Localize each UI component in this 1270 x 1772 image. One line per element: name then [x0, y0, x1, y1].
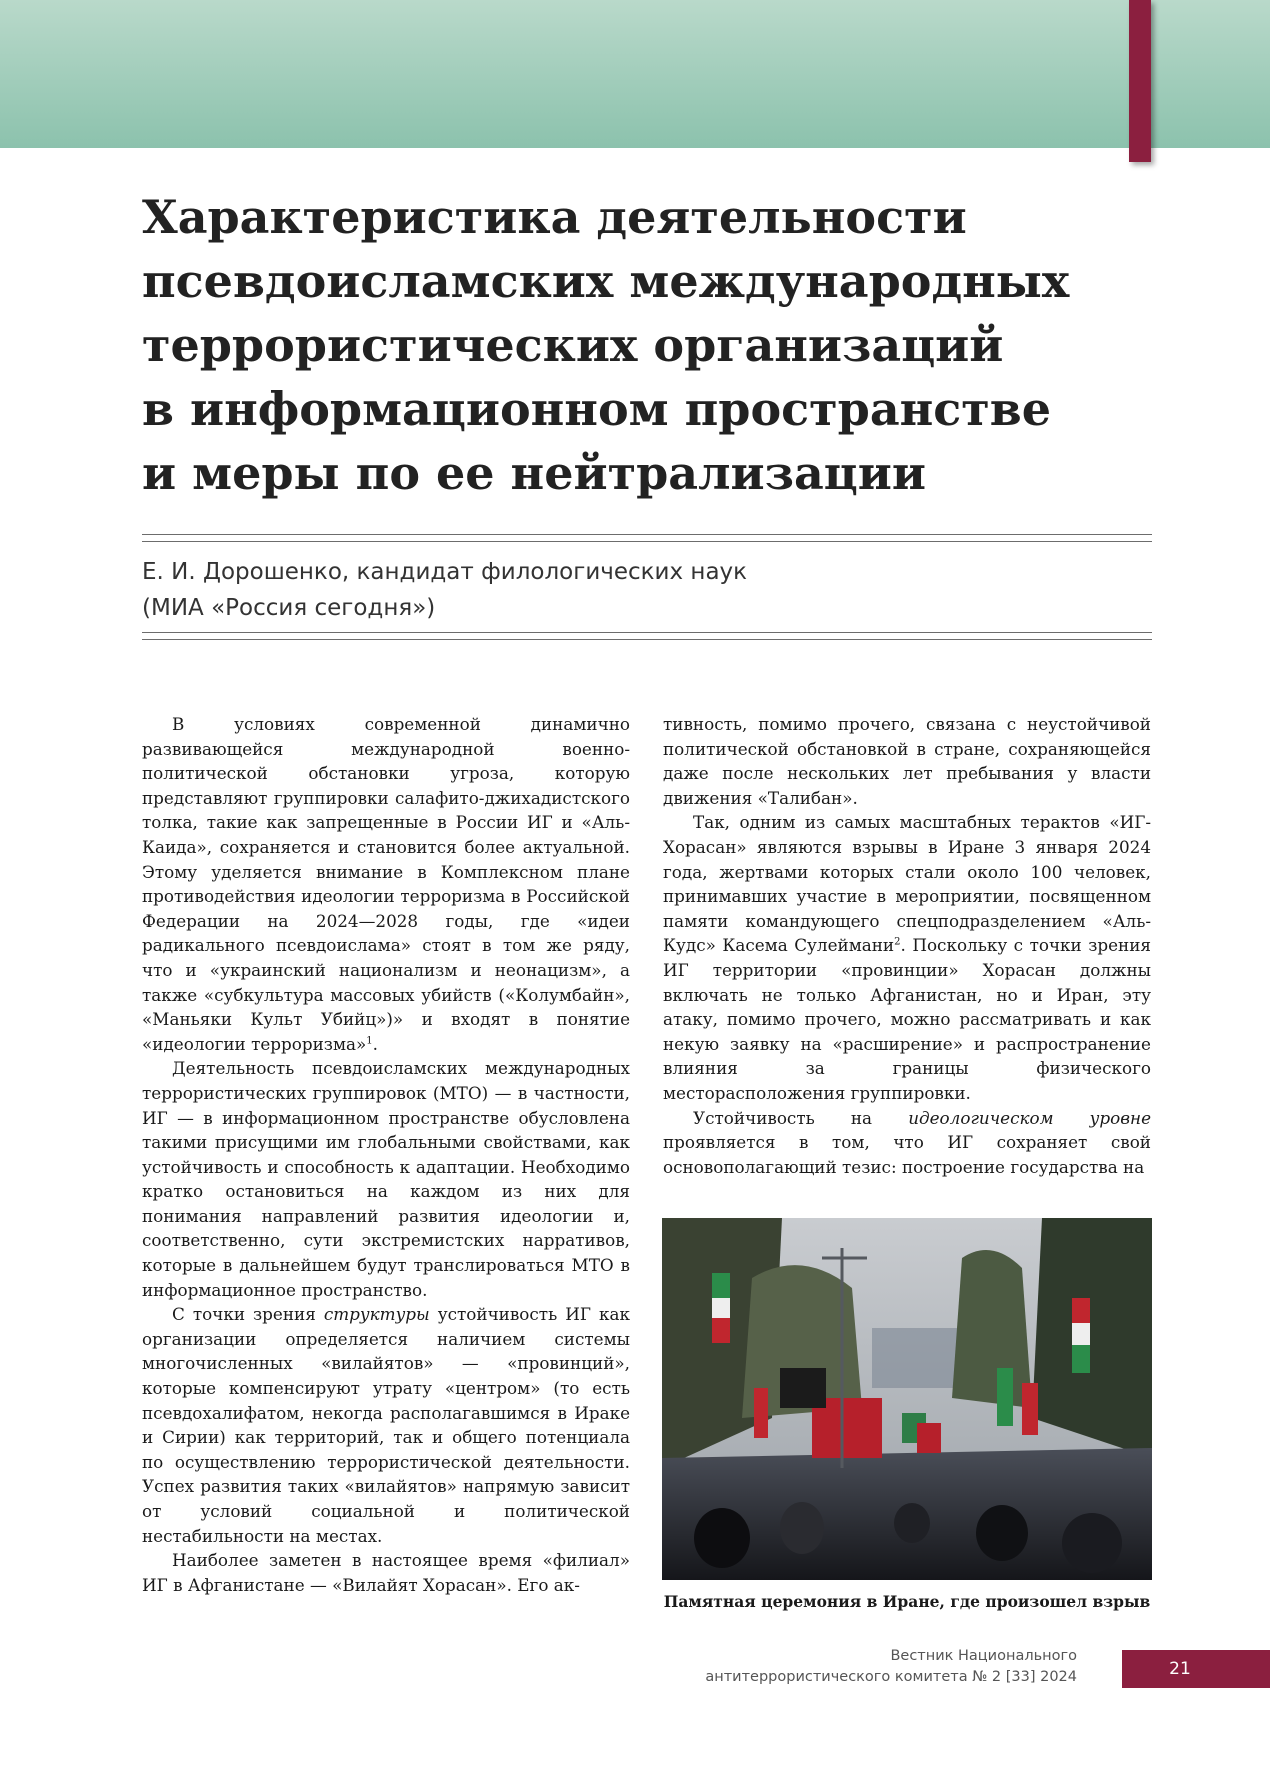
ceremony-photo [662, 1218, 1152, 1580]
title-line: псевдоисламских международных [142, 254, 1070, 308]
body-column-right [663, 712, 1151, 1179]
paragraph: Наиболее заметен в настоящее время «филиал» ИГ в Афганистане — «Вилайят Хорасан». Его ак- [142, 1550, 630, 1595]
title-line: Характеристика деятельности [142, 190, 967, 244]
paragraph: Деятельность псевдоисламских международных террористических группировок (МТО) — в частности, ИГ — в информационном пространстве обусловлена такими присущими им глобальными свойствами, как устойчивость и способность к адаптации. Необходимо кратко остановиться на каждом из них для понимания направлений развития идеологии и, соответственно, сути экстремистских нарративов, которые в дальнейшем будут транслироваться МТО в информационное пространство. [142, 1058, 630, 1300]
body-column-left [142, 712, 630, 1597]
emphasis: идеологическом уровне [908, 1107, 1152, 1128]
article-title [142, 185, 1142, 505]
journal-line: Вестник Национального [890, 1648, 1077, 1664]
emphasis: структуры [323, 1304, 430, 1325]
title-line: террористических организаций [142, 318, 1004, 372]
paragraph: Так, одним из самых масштабных терактов «ИГ-Хорасан» являются взрывы в Иране 3 января 2024 года, жертвами которых стали около 100 человек, принимавших участие в мероприятии, посвященном памяти командующего спецподразделением «Аль-Кудс» Касема Сулеймани$^2$. Поскольку с точки зрения ИГ территории «провинции» Хорасан должны включать не только Афганистан, но и Иран, эту атаку, помимо прочего, можно рассматривать и как некую заявку на «расширение» и распространение влияния за границы физического месторасположения группировки. [663, 812, 1151, 1103]
journal-line: антитеррористического комитета № 2 [33] 2024 [705, 1669, 1077, 1685]
author-block [142, 554, 1142, 626]
paragraph: В условиях современной динамично развивающейся международной военно-политической обстановки угроза, которую представляют группировки салафито-джихадистского толка, такие как запрещенные в России ИГ и «Аль-Каида», сохраняется и становится более актуальной. Этому уделяется внимание в Комплексном плане противодействия идеологии терроризма в Российской Федерации на 2024—2028 годы, где «идеи радикального псевдоислама» стоят в том же ряду, что и «украинский национализм и неонацизм», а также «субкультура массовых убийств («Колумбайн», «Маньяки Культ Убийц»)» и входят в понятие «идеологии терроризма»$^1$. [142, 714, 630, 1054]
author-rule-bottom [142, 632, 1152, 640]
author-rule-top [142, 534, 1152, 542]
header-accent-tab [1129, 0, 1151, 162]
header-band [0, 0, 1270, 148]
page-number: 21 [1169, 1659, 1191, 1679]
footnote-ref[interactable]: 2 [894, 936, 901, 948]
author-affiliation: (МИА «Россия сегодня») [142, 595, 436, 621]
author-name: Е. И. Дорошенко, кандидат филологических наук [142, 559, 748, 585]
paragraph: С точки зрения структуры устойчивость ИГ как организации определяется наличием системы многочисленных «вилайятов» — «провинций», которые компенсируют утрату «центром» (то есть псевдохалифатом, некогда располагавшимся в Ираке и Сирии) как территорий, так и общего потенциала по осуществлению террористической деятельности. Успех развития таких «вилайятов» напрямую зависит от условий социальной и политической нестабильности на местах. [142, 1304, 630, 1546]
title-line: в информационном пространстве [142, 382, 1052, 436]
paragraph: тивность, помимо прочего, связана с неустойчивой политической обстановкой в стране, сохраняющейся даже после нескольких лет пребывания у власти движения «Талибан». [663, 714, 1151, 808]
footnote-ref[interactable]: 1 [366, 1035, 373, 1047]
photo-caption: Памятная церемония в Иране, где произошел взрыв [663, 1592, 1151, 1611]
paragraph: Устойчивость на идеологическом уровне проявляется в том, что ИГ сохраняет свой основополагающий тезис: построение государства на [663, 1107, 1152, 1177]
journal-name [705, 1646, 1077, 1688]
title-line: и меры по ее нейтрализации [142, 446, 927, 500]
